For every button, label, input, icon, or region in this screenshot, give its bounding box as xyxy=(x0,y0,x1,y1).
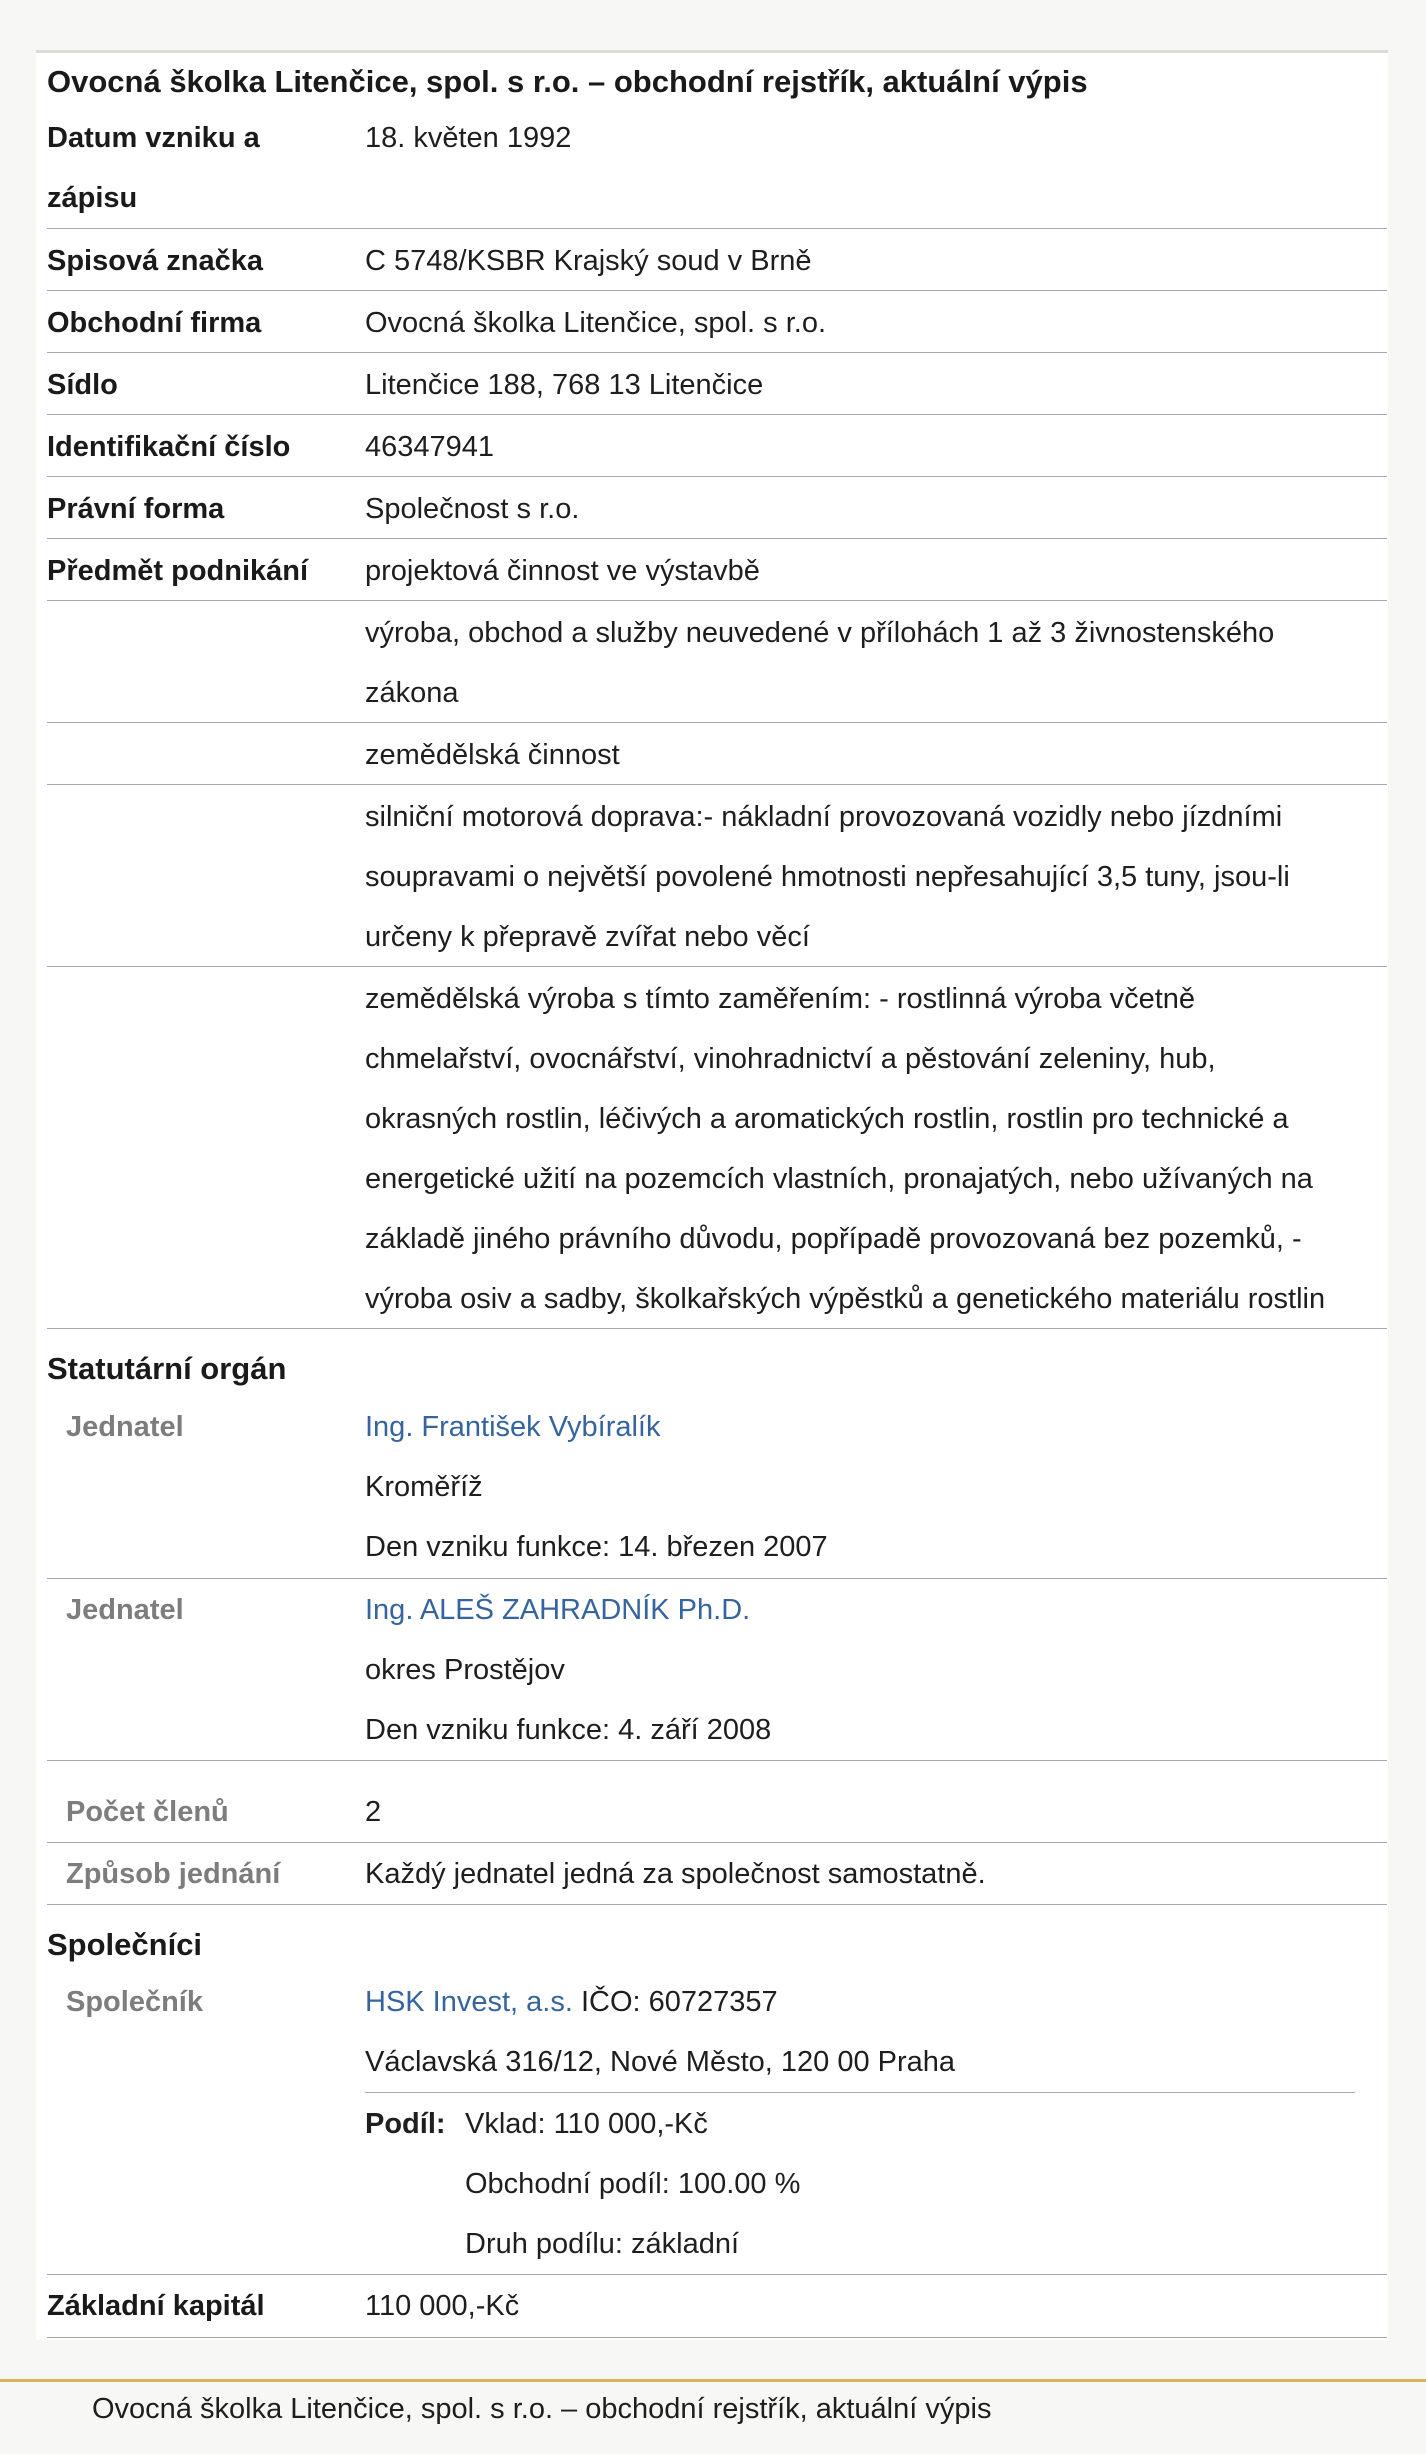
label-datum-vzniku: Datum vzniku a xyxy=(47,122,260,154)
value-datum-vzniku: 18. květen 1992 xyxy=(365,122,572,154)
label-pocet-clenu: Počet členů xyxy=(66,1796,229,1828)
divider xyxy=(47,538,1387,539)
predmet-item-line: základě jiného právního důvodu, popřípadě provozovaná bez pozemků, - xyxy=(365,1223,1302,1255)
divider xyxy=(47,1760,1387,1761)
divider xyxy=(47,722,1387,723)
podil-druh: Druh podílu: základní xyxy=(465,2228,740,2260)
value-pocet-clenu: 2 xyxy=(365,1796,382,1828)
divider xyxy=(47,784,1387,785)
divider xyxy=(47,1904,1387,1905)
predmet-item-line: okrasných rostlin, léčivých a aromatických rostlin, rostlin pro technické a xyxy=(365,1103,1289,1135)
label-sidlo: Sídlo xyxy=(47,369,118,401)
jednatel-place: okres Prostějov xyxy=(365,1654,565,1686)
label-pravni-forma: Právní forma xyxy=(47,493,225,525)
value-pravni-forma: Společnost s r.o. xyxy=(365,493,580,525)
label-spolecnik: Společník xyxy=(66,1986,203,2018)
predmet-item-line: výroba osiv a sadby, školkařských výpěstků a genetického materiálu rostlin xyxy=(365,1283,1326,1315)
divider xyxy=(365,2092,1355,2093)
divider xyxy=(47,1842,1387,1843)
divider xyxy=(47,1328,1387,1329)
label-zakladni-kapital: Základní kapitál xyxy=(47,2290,265,2322)
predmet-item-line: chmelařství, ovocnářství, vinohradnictví a pěstování zeleniny, hub, xyxy=(365,1043,1216,1075)
footer-divider xyxy=(0,2379,1426,2382)
section-heading-spolecnici: Společníci xyxy=(47,1927,203,1962)
value-zakladni-kapital: 110 000,-Kč xyxy=(365,2290,520,2322)
label-predmet-podnikani: Předmět podnikání xyxy=(47,555,309,587)
value-obchodni-firma: Ovocná školka Litenčice, spol. s r.o. xyxy=(365,307,826,339)
divider xyxy=(47,476,1387,477)
value-zpusob-jednani: Každý jednatel jedná za společnost samostatně. xyxy=(365,1858,986,1890)
jednatel-name-link[interactable]: Ing. František Vybíralík xyxy=(365,1411,661,1443)
predmet-item: zemědělská činnost xyxy=(365,739,620,771)
label-jednatel: Jednatel xyxy=(66,1411,184,1443)
predmet-item-line: určeny k přepravě zvířat nebo věcí xyxy=(365,921,810,953)
predmet-item-line: energetické užití na pozemcích vlastních, pronajatých, nebo užívaných na xyxy=(365,1163,1313,1195)
jednatel-since: Den vzniku funkce: 4. září 2008 xyxy=(365,1714,772,1746)
predmet-item: zemědělská výroba s tímto zaměřením: - rostlinná výroba včetně xyxy=(365,983,1196,1015)
spolecnik-ico: IČO: 60727357 xyxy=(572,1986,778,2018)
divider xyxy=(47,2337,1387,2338)
divider xyxy=(47,290,1387,291)
divider xyxy=(47,966,1387,967)
jednatel-name-link[interactable]: Ing. ALEŠ ZAHRADNÍK Ph.D. xyxy=(365,1594,751,1626)
jednatel-since: Den vzniku funkce: 14. březen 2007 xyxy=(365,1531,828,1563)
predmet-item-line: soupravami o největší povolené hmotnosti nepřesahující 3,5 tuny, jsou-li xyxy=(365,861,1290,893)
predmet-item: silniční motorová doprava:- nákladní provozovaná vozidly nebo jízdními xyxy=(365,801,1283,833)
spolecnik-name-link[interactable]: HSK Invest, a.s. xyxy=(365,1986,573,2018)
footer-title: Ovocná školka Litenčice, spol. s r.o. – obchodní rejstřík, aktuální výpis xyxy=(92,2393,992,2425)
value-identifikacni-cislo: 46347941 xyxy=(365,431,495,463)
divider xyxy=(47,352,1387,353)
podil-label: Podíl: xyxy=(365,2108,446,2140)
label-identifikacni-cislo: Identifikační číslo xyxy=(47,431,291,463)
divider xyxy=(47,228,1387,229)
predmet-item: výroba, obchod a služby neuvedené v přílohách 1 až 3 živnostenského xyxy=(365,617,1275,649)
podil-obchodni-podil: Obchodní podíl: 100.00 % xyxy=(465,2168,801,2200)
predmet-item-line: zákona xyxy=(365,677,459,709)
value-spisova-znacka: C 5748/KSBR Krajský soud v Brně xyxy=(365,245,812,277)
label-datum-vzniku-2: zápisu xyxy=(47,182,138,214)
label-jednatel: Jednatel xyxy=(66,1594,184,1626)
spolecnik-address: Václavská 316/12, Nové Město, 120 00 Praha xyxy=(365,2046,956,2078)
page-title: Ovocná školka Litenčice, spol. s r.o. – obchodní rejstřík, aktuální výpis xyxy=(47,64,1088,99)
divider xyxy=(47,2274,1387,2275)
section-heading-statutarni-organ: Statutární orgán xyxy=(47,1351,287,1386)
divider xyxy=(47,414,1387,415)
label-obchodni-firma: Obchodní firma xyxy=(47,307,262,339)
jednatel-place: Kroměříž xyxy=(365,1471,483,1503)
divider xyxy=(47,600,1387,601)
value-sidlo: Litenčice 188, 768 13 Litenčice xyxy=(365,369,764,401)
label-spisova-znacka: Spisová značka xyxy=(47,245,263,277)
spolecnik-line xyxy=(365,1972,1385,2032)
podil-vklad: Vklad: 110 000,-Kč xyxy=(465,2108,708,2140)
predmet-item: projektová činnost ve výstavbě xyxy=(365,555,760,587)
divider xyxy=(47,1578,1387,1579)
label-zpusob-jednani: Způsob jednání xyxy=(66,1858,281,1890)
